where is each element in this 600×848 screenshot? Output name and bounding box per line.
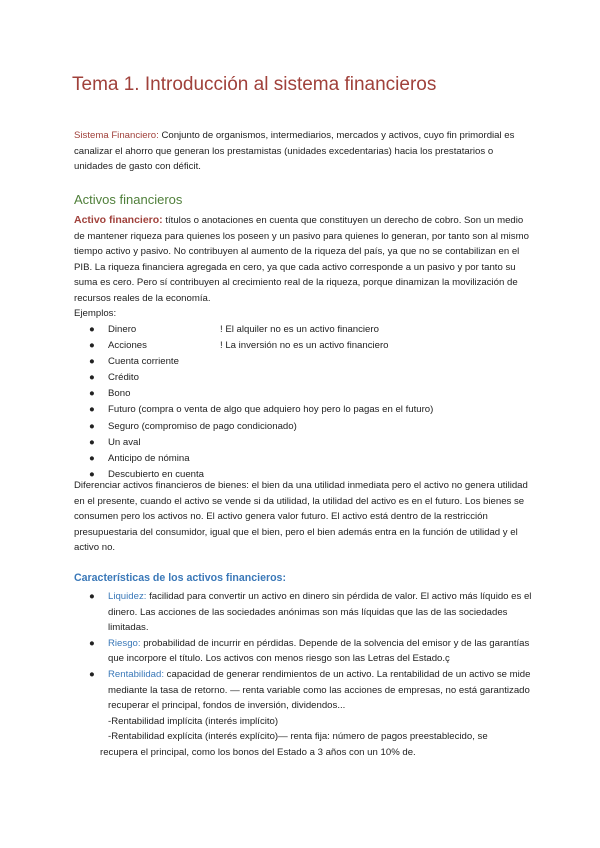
examples-block bbox=[74, 306, 530, 483]
examples-list bbox=[74, 322, 530, 484]
example-note: ! El alquiler no es un activo financiero bbox=[220, 323, 379, 335]
example-label: Cuenta corriente bbox=[108, 355, 179, 367]
list-item bbox=[74, 589, 536, 636]
list-item bbox=[74, 435, 530, 451]
bullet-icon: ● bbox=[89, 591, 95, 602]
bullet-icon: ● bbox=[89, 339, 95, 351]
activo-financiero-definition bbox=[74, 213, 530, 306]
bullet-icon: ● bbox=[89, 372, 95, 384]
example-label: Acciones bbox=[108, 339, 147, 351]
list-item bbox=[74, 386, 530, 402]
bullet-icon: ● bbox=[89, 637, 95, 649]
rentabilidad-explicita-cont: recupera el principal, como los bonos del Estado a 3 años con un 10% de. bbox=[100, 746, 416, 758]
bullet-icon: ● bbox=[89, 469, 95, 481]
page-title: Tema 1. Introducción al sistema financieros bbox=[72, 74, 437, 95]
list-item bbox=[74, 667, 536, 714]
bullet-icon: ● bbox=[89, 404, 95, 416]
bullet-icon: ● bbox=[89, 668, 95, 680]
example-label: Futuro (compra o venta de algo que adquiero hoy pero lo pagas en el futuro) bbox=[108, 404, 434, 416]
rentabilidad-explicita: -Rentabilidad explícita (interés explícito)— renta fija: número de pagos preestablecido, se bbox=[108, 731, 488, 743]
example-label: Un aval bbox=[108, 436, 141, 448]
characteristics-list bbox=[74, 589, 536, 761]
bullet-icon: ● bbox=[89, 436, 95, 448]
example-label: Crédito bbox=[108, 372, 139, 384]
list-item bbox=[74, 354, 530, 370]
example-label: Anticipo de nómina bbox=[108, 453, 190, 464]
characteristic-term: Riesgo: bbox=[108, 637, 141, 649]
list-item bbox=[74, 338, 530, 354]
list-item bbox=[74, 451, 530, 467]
examples-label: Ejemplos: bbox=[74, 308, 117, 319]
sistema-financiero-definition bbox=[74, 128, 530, 175]
bullet-icon: ● bbox=[89, 420, 95, 432]
characteristic-term: Rentabilidad: bbox=[108, 668, 165, 680]
characteristics-heading: Características de los activos financieros: bbox=[74, 572, 286, 584]
list-item bbox=[74, 636, 536, 667]
bullet-icon: ● bbox=[89, 388, 95, 400]
example-label: Seguro (compromiso de pago condicionado) bbox=[108, 420, 297, 432]
list-item bbox=[74, 322, 530, 338]
characteristic-term: Liquidez: bbox=[108, 591, 147, 602]
example-label: Bono bbox=[108, 388, 131, 400]
section-heading-activos: Activos financieros bbox=[74, 192, 183, 207]
characteristic-text: capacidad de generar rendimientos de un activo. La rentabilidad de un activo se mide mediante la tasa de retorno. — renta variable como las acciones de empresas, no está garantizado recuperar el principal, fondos de inversión, dividendos... bbox=[108, 668, 531, 712]
bullet-icon: ● bbox=[89, 323, 95, 335]
definition-text: Conjunto de organismos, intermediarios, mercados y activos, cuyo fin primordial es canalizar el ahorro que generan los prestamistas (unidades excedentarias) hacia los prestatarios o unidades de gasto con déficit. bbox=[74, 130, 515, 172]
rentabilidad-implicita: -Rentabilidad implícita (interés implícito) bbox=[108, 715, 279, 727]
characteristic-text: facilidad para convertir un activo en dinero sin pérdida de valor. El activo más líquido es el dinero. Las acciones de las sociedades anónimas son más líquidas que las de las sociedades limitadas. bbox=[108, 591, 532, 634]
characteristic-text: probabilidad de incurrir en pérdidas. Depende de la solvencia del emisor y de las garantías que incorpore el título. Los activos con menos riesgo son las Letras del Estado.ç bbox=[108, 637, 530, 665]
example-note: ! La inversión no es un activo financiero bbox=[220, 339, 389, 351]
example-label: Descubierto en cuenta bbox=[108, 469, 204, 481]
example-label: Dinero bbox=[108, 323, 137, 335]
bullet-icon: ● bbox=[89, 453, 95, 464]
list-item bbox=[74, 419, 530, 435]
list-item bbox=[74, 370, 530, 386]
bullet-icon: ● bbox=[89, 355, 95, 367]
list-item bbox=[74, 402, 530, 418]
activo-term: Activo financiero: bbox=[74, 214, 163, 226]
activo-text: títulos o anotaciones en cuenta que constituyen un derecho de cobro. Son un medio de mantener riqueza para quienes los poseen y un pasivo para quienes lo generan, por tanto son al mismo tiempo activo y pasivo. No contribuyen al aumento de la riqueza del país, ya que no se contabilizan en el PIB. La riqueza financiera agregada en cero, ya que cada activo corresponde a un pasivo y por tanto su suma es cero. Pero sí contribuyen al crecimiento real de la riqueza, porque dinamizan la movilización de recursos reales de la economía. bbox=[74, 215, 529, 304]
definition-term: Sistema Financiero: bbox=[74, 130, 159, 141]
difference-paragraph: Diferenciar activos financieros de bienes: el bien da una utilidad inmediata pero el activo no genera utilidad en el presente, cuando el activo se vende si da utilidad, la utilidad del activo es en el futuro. Los bienes se consumen pero los activos no. El activo genera valor futuro. El activo está dentro de la restricción presupuestaria del consumidor, igual que el bien, pero el bien además entra en la función de utilidad y el activo no. bbox=[74, 480, 528, 554]
